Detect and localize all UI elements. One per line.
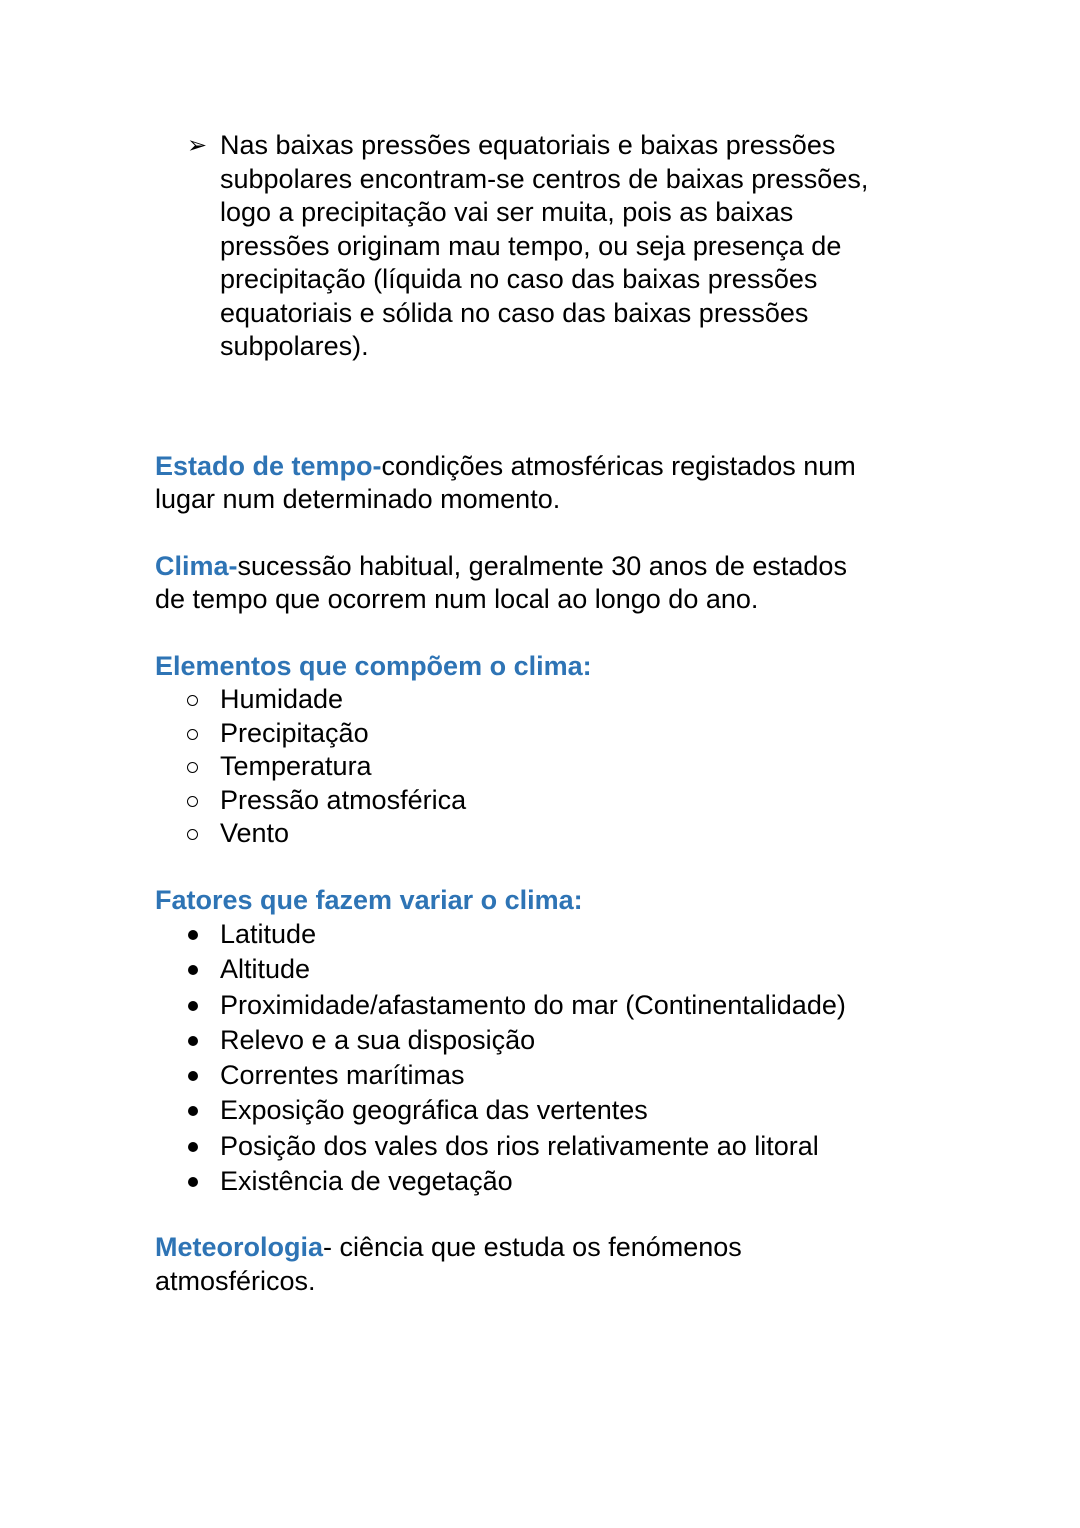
definition-term: Estado de tempo- [155,450,382,481]
definition-term: Meteorologia [155,1232,324,1263]
definition-clima [155,550,945,617]
list-item: Latitude [155,917,945,952]
definition-text: sucessão habitual, geralmente 30 anos de estados [237,550,847,581]
list-item: Relevo e a sua disposição [155,1023,945,1058]
section-heading-factors: Fatores que fazem variar o clima: [155,884,583,915]
section-heading-elements: Elementos que compõem o clima: [155,650,592,681]
circle-bullet-icon [187,695,198,706]
definition-text: lugar num determinado momento. [155,484,561,514]
paragraph-line: Nas baixas pressões equatoriais e baixas pressões [220,130,836,160]
disc-bullet-icon [188,930,198,940]
list-item: Existência de vegetação [155,1164,945,1199]
definition-text: atmosféricos. [155,1265,316,1296]
disc-bullet-icon [188,1142,198,1152]
list-item: Exposição geográfica das vertentes [155,1093,945,1128]
list-item: Pressão atmosférica [155,784,945,818]
list-item: Posição dos vales dos rios relativamente ao litoral [155,1129,945,1164]
definition-estado-de-tempo [155,450,945,517]
paragraph-line: precipitação (líquida no caso das baixas pressões [220,264,818,294]
list-item: Vento [155,817,945,851]
arrow-bullet-icon: ➢ [187,131,208,159]
paragraph-line: pressões originam mau tempo, ou seja presença de [220,230,842,261]
paragraph-line: logo a precipitação vai ser muita, pois as baixas [220,197,794,227]
definition-text: condições atmosféricas registados num [381,450,856,481]
circle-bullet-icon [187,829,198,840]
circle-bullet-icon [187,762,198,773]
disc-bullet-icon [188,1036,198,1046]
disc-bullet-icon [188,1177,198,1187]
factors-list [155,917,945,1199]
list-item: Temperatura [155,750,945,784]
list-item: Correntes marítimas [155,1058,945,1093]
paragraph-line: equatoriais e sólida no caso das baixas pressões [220,297,809,328]
list-item: Proximidade/afastamento do mar (Continentalidade) [155,988,945,1023]
circle-bullet-icon [187,729,198,740]
document-content [155,129,945,1298]
list-item: Humidade [155,683,945,717]
elements-list [155,683,945,851]
disc-bullet-icon [188,1106,198,1116]
definition-text: de tempo que ocorrem num local ao longo do ano. [155,584,759,614]
paragraph-line: subpolares). [220,331,369,361]
list-item: Precipitação [155,717,945,751]
arrow-bullet-paragraph [155,129,945,364]
disc-bullet-icon [188,1071,198,1081]
disc-bullet-icon [188,965,198,975]
circle-bullet-icon [187,796,198,807]
disc-bullet-icon [188,1001,198,1011]
definition-term: Clima- [155,550,238,581]
definition-meteorologia [155,1231,945,1298]
list-item: Altitude [155,952,945,987]
definition-text: - ciência que estuda os fenómenos [323,1232,742,1263]
paragraph-line: subpolares encontram-se centros de baixas pressões, [220,163,869,194]
